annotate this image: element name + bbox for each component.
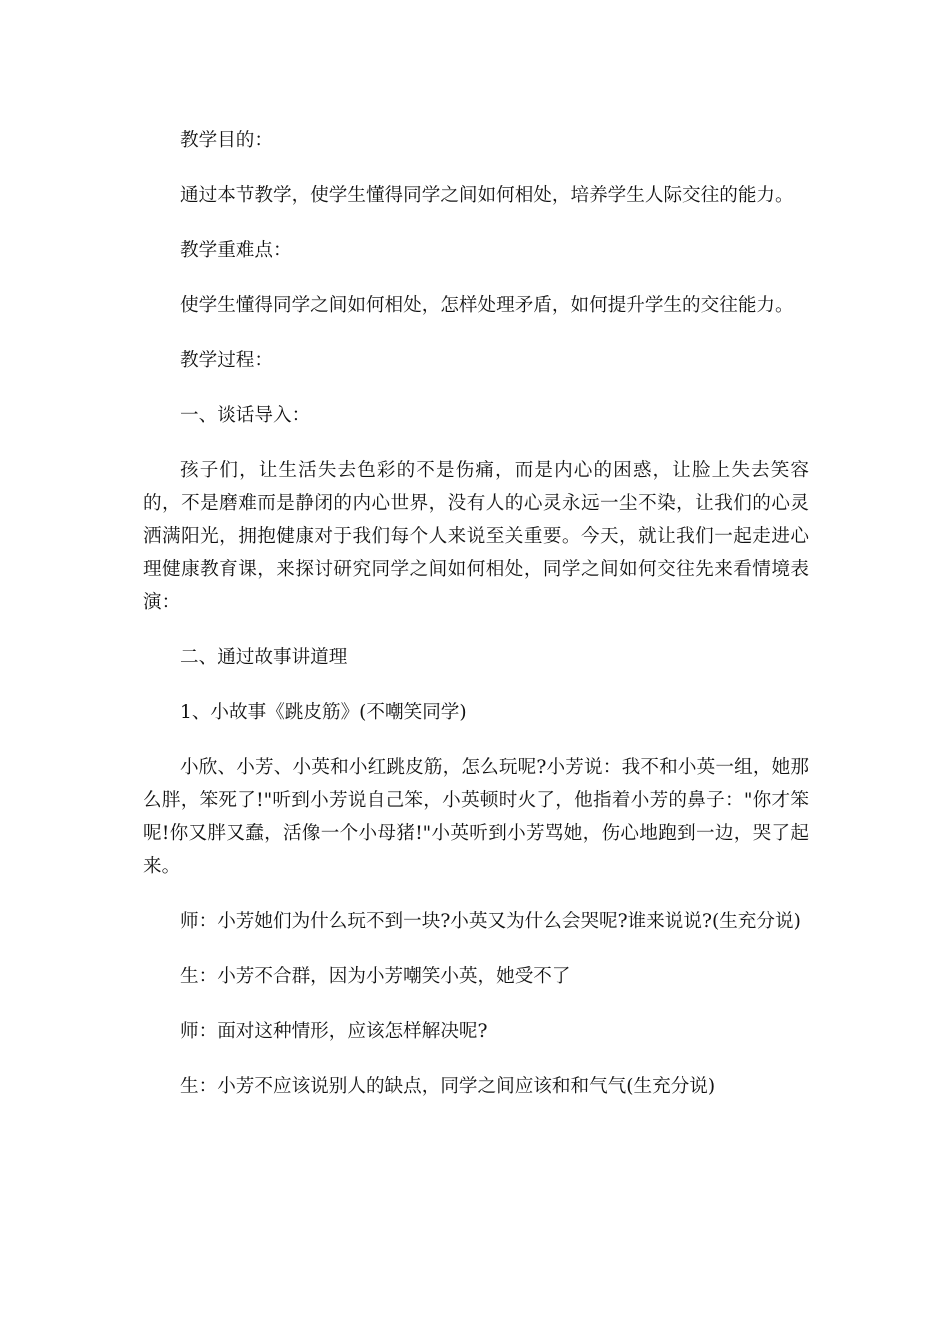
paragraph-introduction: 孩子们，让生活失去色彩的不是伤痛，而是内心的困惑，让脸上失去笑容的，不是磨难而是静闭的内心世界，没有人的心灵永远一尘不染，让我们的心灵洒满阳光，拥抱健康对于我们每个人来说至关重要。今天，就让我们一起走进心理健康教育课，来探讨研究同学之间如何相处，同学之间如何交往先来看情境表演： (143, 460, 809, 613)
paragraph-objective-text: 通过本节教学，使学生懂得同学之间如何相处，培养学生人际交往的能力。 (180, 185, 794, 206)
paragraph-student-answer-one: 生：小芳不合群，因为小芳嘲笑小英，她受不了 (180, 966, 571, 987)
heading-section-one: 一、谈话导入： (180, 405, 311, 426)
paragraph-student-answer-two: 生：小芳不应该说别人的缺点，同学之间应该和和气气(生充分说) (180, 1076, 716, 1097)
heading-key-points: 教学重难点： (180, 240, 292, 261)
paragraph-teacher-question-one: 师：小芳她们为什么玩不到一块?小英又为什么会哭呢?谁来说说?(生充分说) (180, 911, 801, 932)
heading-section-two: 二、通过故事讲道理 (180, 647, 348, 668)
heading-story-one: 1、小故事《跳皮筋》(不嘲笑同学) (180, 702, 467, 723)
paragraph-story-text: 小欣、小芳、小英和小红跳皮筋，怎么玩呢?小芳说：我不和小英一组，她那么胖，笨死了!"听到小芳说自己笨，小英顿时火了，他指着小芳的鼻子："你才笨呢!你又胖又蠢，活像一个小母猪!"小英听到小芳骂她，伤心地跑到一边，哭了起来。 (143, 757, 809, 877)
heading-teaching-objective: 教学目的： (180, 130, 273, 151)
document-body (143, 124, 809, 1125)
paragraph-key-points-text: 使学生懂得同学之间如何相处，怎样处理矛盾，如何提升学生的交往能力。 (180, 295, 794, 316)
paragraph-teacher-question-two: 师：面对这种情形，应该怎样解决呢? (180, 1021, 488, 1042)
heading-teaching-process: 教学过程： (180, 350, 273, 371)
